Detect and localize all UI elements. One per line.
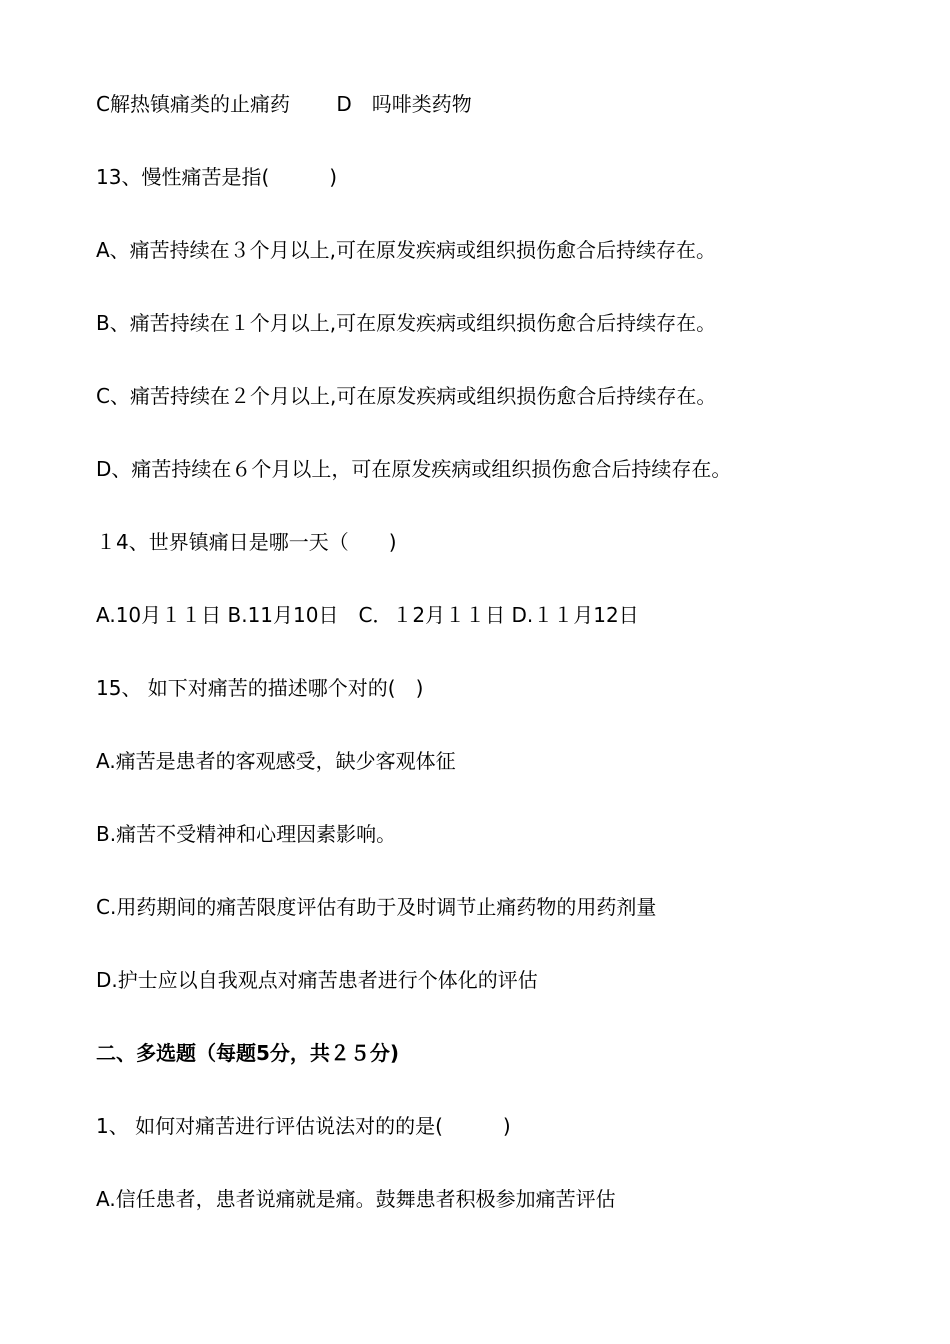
question-15-option-a: A.痛苦是患者的客观感受，缺少客观体征 — [96, 749, 456, 773]
question-14: １4、世界镇痛日是哪一天（ ) — [96, 530, 397, 554]
question-13-option-a: A、痛苦持续在３个月以上,可在原发疾病或组织损伤愈合后持续存在。 — [96, 238, 717, 262]
multi-question-1: 1、 如何对痛苦进行评估说法对的的是( ) — [96, 1114, 511, 1138]
question-13: 13、慢性痛苦是指( ) — [96, 165, 338, 189]
section-heading-multiple-choice: 二、多选题（每题5分，共２５分) — [96, 1041, 400, 1065]
question-13-option-d: D、痛苦持续在６个月以上，可在原发疾病或组织损伤愈合后持续存在。 — [96, 457, 732, 481]
question-13-option-b: B、痛苦持续在１个月以上,可在原发疾病或组织损伤愈合后持续存在。 — [96, 311, 717, 335]
question-15-option-c: C.用药期间的痛苦限度评估有助于及时调节止痛药物的用药剂量 — [96, 895, 657, 919]
question-15-option-b: B.痛苦不受精神和心理因素影响。 — [96, 822, 397, 846]
question-14-options: A.10月１１日 B.11月10日 C．１2月１１日 D.１１月12日 — [96, 603, 639, 627]
question-13-option-c: C、痛苦持续在２个月以上,可在原发疾病或组织损伤愈合后持续存在。 — [96, 384, 717, 408]
question-15: 15、 如下对痛苦的描述哪个对的( ) — [96, 676, 424, 700]
option-line-12-cd: C解热镇痛类的止痛药 D 吗啡类药物 — [96, 92, 472, 116]
question-15-option-d: D.护士应以自我观点对痛苦患者进行个体化的评估 — [96, 968, 538, 992]
multi-question-1-option-a: A.信任患者，患者说痛就是痛。鼓舞患者积极参加痛苦评估 — [96, 1187, 616, 1211]
